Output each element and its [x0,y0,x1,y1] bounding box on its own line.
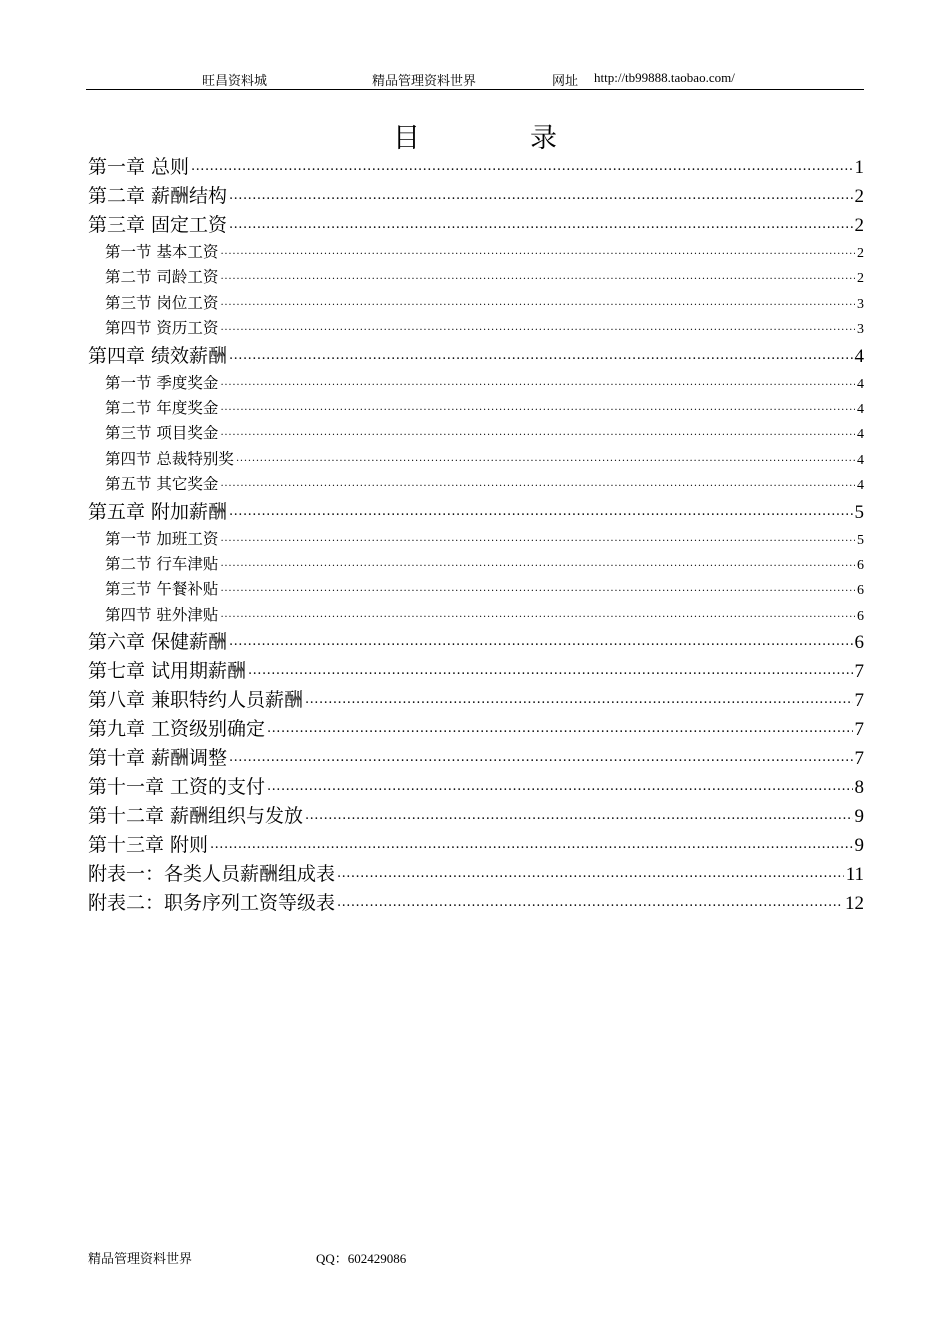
toc-chapter-entry[interactable] [88,182,864,211]
toc-leader-dots [229,343,852,362]
toc-section-entry[interactable] [88,603,864,628]
toc-entry-label: 第二章 薪酬结构 [88,185,228,207]
page-header [86,68,864,90]
toc-entry-page: 5 [854,501,864,523]
toc-entry-page: 9 [854,835,864,857]
toc-entry-label: 附表二：职务序列工资等级表 [88,892,336,915]
toc-chapter-entry[interactable] [88,889,864,918]
toc-entry-label: 第七章 试用期薪酬 [88,660,247,683]
toc-entry-label: 第十二章 薪酬组织与发放 [88,805,304,828]
toc-chapter-entry[interactable] [88,153,864,182]
toc-entry-label: 第十章 薪酬调整 [88,747,228,770]
toc-leader-dots [229,629,852,648]
toc-entry-page: 7 [854,748,864,770]
toc-chapter-entry[interactable] [88,498,864,527]
toc-section-entry[interactable] [88,577,864,602]
toc-leader-dots [220,397,855,413]
toc-entry-page: 7 [854,690,864,712]
header-url: http://tb99888.taobao.com/ [594,70,735,85]
toc-entry-page: 2 [857,246,864,261]
toc-entry-label: 第九章 工资级别确定 [88,718,266,741]
toc-entry-page: 2 [857,271,864,287]
toc-leader-dots [220,604,855,620]
footer-qq: QQ：602429086 [316,1251,407,1266]
toc-entry-label: 第三节 项目奖金 [105,424,219,443]
toc-entry-label: 第二节 年度奖金 [105,398,219,417]
toc-leader-dots [220,372,855,388]
toc-section-entry[interactable] [88,316,864,341]
toc-entry-page: 8 [854,777,864,799]
toc-leader-dots [337,861,844,880]
header-url-label: 网址 [552,74,579,89]
toc-entry-label: 第四节 资历工资 [105,319,219,338]
toc-entry-page: 4 [857,478,864,494]
toc-entry-label: 第六章 保健薪酬 [88,631,228,654]
toc-entry-label: 第四章 绩效薪酬 [88,344,228,367]
toc-entry-page: 12 [845,893,864,915]
toc-chapter-entry[interactable] [88,744,864,773]
header-world-name: 精品管理资料世界 [372,74,477,89]
toc-entry-page: 4 [857,452,864,468]
toc-entry-label: 附表一：各类人员薪酬组成表 [88,863,336,886]
toc-leader-dots [220,423,855,439]
toc-entry-label: 第四节 驻外津贴 [105,605,219,624]
toc-chapter-entry[interactable] [88,628,864,657]
toc-chapter-entry[interactable] [88,802,864,831]
toc-entry-label: 第一节 季度奖金 [105,373,219,392]
toc-entry-page: 3 [857,322,864,338]
toc-chapter-entry[interactable] [88,715,864,744]
toc-leader-dots [220,242,855,258]
toc-leader-dots [229,499,852,518]
toc-chapter-entry[interactable] [88,342,864,371]
title-right-char: 录 [530,123,557,154]
toc-section-entry[interactable] [88,472,864,497]
toc-entry-label: 第一节 加班工资 [105,529,219,548]
toc-section-entry[interactable] [88,552,864,577]
title-left-char: 目 [393,123,420,154]
toc-leader-dots [267,716,852,735]
toc-entry-label: 第八章 兼职特约人员薪酬 [88,689,304,712]
toc-leader-dots [267,774,852,793]
toc-leader-dots [220,553,855,569]
toc-entry-label: 第二节 司龄工资 [105,268,219,287]
header-site-name: 旺昌资料城 [202,74,268,89]
toc-entry-page: 7 [854,719,864,741]
toc-entry-page: 5 [857,532,864,548]
toc-section-entry[interactable] [88,421,864,446]
toc-leader-dots [210,832,852,851]
toc-entry-page: 4 [857,376,864,392]
toc-section-entry[interactable] [88,265,864,290]
toc-chapter-entry[interactable] [88,773,864,802]
toc-entry-label: 第五节 其它奖金 [105,475,219,494]
toc-leader-dots [229,745,852,764]
toc-entry-label: 第十一章 工资的支付 [88,776,266,799]
toc-leader-dots [337,890,843,909]
toc-entry-page: 6 [857,583,864,599]
footer-left-text: 精品管理资料世界 [88,1252,193,1267]
toc-entry-page: 2 [854,215,864,236]
toc-entry-page: 4 [857,401,864,417]
toc-entry-label: 第四节 总裁特别奖 [105,449,234,468]
table-of-contents [88,153,864,918]
toc-section-entry[interactable] [88,447,864,472]
toc-chapter-entry[interactable] [88,860,864,889]
toc-entry-page: 4 [857,427,864,443]
toc-section-entry[interactable] [88,396,864,421]
toc-leader-dots [236,448,855,464]
toc-leader-dots [220,292,855,308]
toc-chapter-entry[interactable] [88,686,864,715]
toc-entry-label: 第十三章 附则 [88,834,209,857]
toc-chapter-entry[interactable] [88,211,864,240]
toc-entry-label: 第三节 午餐补贴 [105,580,219,599]
toc-entry-page: 2 [854,186,864,207]
toc-leader-dots [220,528,855,544]
toc-entry-page: 6 [857,608,864,624]
page-title [0,116,950,155]
toc-section-entry[interactable] [88,240,864,265]
toc-leader-dots [305,803,852,822]
toc-entry-page: 7 [854,661,864,683]
toc-entry-label: 第五章 附加薪酬 [88,500,228,523]
toc-entry-page: 1 [854,157,864,178]
toc-leader-dots [191,154,852,173]
toc-leader-dots [220,318,855,334]
toc-section-entry[interactable] [88,291,864,316]
toc-leader-dots [220,474,855,490]
toc-entry-label: 第三章 固定工资 [88,214,228,236]
toc-entry-label: 第一章 总则 [88,156,190,178]
toc-leader-dots [229,183,852,202]
toc-entry-label: 第三节 岗位工资 [105,293,219,312]
toc-chapter-entry[interactable] [88,831,864,860]
toc-entry-page: 6 [854,632,864,654]
toc-entry-page: 9 [854,806,864,828]
toc-leader-dots [220,267,855,283]
toc-entry-label: 第一节 基本工资 [105,243,219,261]
toc-entry-page: 6 [857,557,864,573]
toc-leader-dots [220,579,855,595]
toc-chapter-entry[interactable] [88,657,864,686]
toc-leader-dots [248,658,852,677]
toc-leader-dots [305,687,852,706]
toc-section-entry[interactable] [88,371,864,396]
toc-entry-page: 3 [857,296,864,312]
toc-section-entry[interactable] [88,527,864,552]
toc-leader-dots [229,212,852,231]
toc-entry-page: 11 [845,864,864,886]
toc-entry-label: 第二节 行车津贴 [105,554,219,573]
toc-entry-page: 4 [854,345,864,367]
